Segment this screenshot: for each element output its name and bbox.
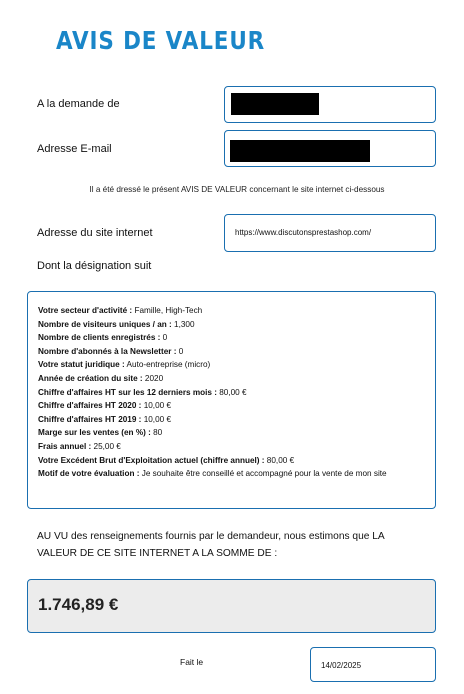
date-field[interactable] bbox=[310, 647, 436, 682]
detail-label: Motif de votre évaluation : bbox=[38, 469, 140, 479]
website-field[interactable] bbox=[224, 214, 436, 252]
date-value: 14/02/2025 bbox=[321, 661, 362, 670]
designation-label: Dont la désignation suit bbox=[37, 260, 152, 272]
valuation-box bbox=[27, 579, 436, 633]
detail-item bbox=[38, 372, 425, 386]
detail-label: Nombre d'abonnés à la Newsletter : bbox=[38, 346, 177, 356]
detail-label: Votre statut juridique : bbox=[38, 360, 125, 370]
details-box bbox=[27, 291, 436, 509]
detail-value: Auto-entreprise (micro) bbox=[124, 360, 211, 370]
detail-value: 1,300 bbox=[171, 319, 195, 329]
redacted-block bbox=[230, 140, 370, 162]
detail-item bbox=[38, 454, 425, 468]
email-field[interactable] bbox=[224, 130, 436, 167]
detail-item bbox=[38, 467, 425, 481]
page-title: AVIS DE VALEUR bbox=[56, 26, 266, 55]
redacted-block bbox=[231, 93, 319, 115]
detail-item bbox=[38, 426, 425, 440]
detail-value: Je souhaite être conseillé et accompagné pour la vente de mon site bbox=[139, 469, 387, 479]
detail-label: Frais annuel : bbox=[38, 441, 92, 451]
valuation-amount: 1.746,89 € bbox=[38, 595, 119, 614]
detail-item bbox=[38, 386, 425, 400]
detail-value: 0 bbox=[176, 346, 184, 356]
website-value: https://www.discutonsprestashop.com/ bbox=[235, 228, 372, 237]
notice-text: Il a été dressé le présent AVIS DE VALEUR concernant le site internet ci-dessous bbox=[89, 185, 385, 194]
detail-value: 80,00 € bbox=[264, 455, 295, 465]
detail-item bbox=[38, 358, 425, 372]
detail-label: Chiffre d'affaires HT 2019 : bbox=[38, 414, 142, 424]
detail-label: Chiffre d'affaires HT 2020 : bbox=[38, 401, 142, 411]
requester-field[interactable] bbox=[224, 86, 436, 123]
detail-item bbox=[38, 413, 425, 427]
detail-value: 80 bbox=[150, 428, 163, 438]
detail-label: Année de création du site : bbox=[38, 373, 143, 383]
detail-item bbox=[38, 345, 425, 359]
detail-label: Votre secteur d'activité : bbox=[38, 306, 133, 315]
detail-label: Nombre de clients enregistrés : bbox=[38, 333, 161, 343]
detail-item bbox=[38, 318, 425, 332]
details-list bbox=[28, 292, 435, 481]
detail-label: Chiffre d'affaires HT sur les 12 derniers mois : bbox=[38, 387, 217, 397]
date-label: Fait le bbox=[180, 657, 204, 667]
detail-value: 2020 bbox=[142, 373, 164, 383]
detail-value: Famille, High-Tech bbox=[132, 306, 203, 315]
detail-item bbox=[38, 331, 425, 345]
detail-item bbox=[38, 304, 425, 318]
detail-label: Nombre de visiteurs uniques / an : bbox=[38, 319, 172, 329]
website-label: Adresse du site internet bbox=[37, 227, 153, 239]
detail-value: 0 bbox=[160, 333, 168, 343]
detail-value: 25,00 € bbox=[91, 441, 121, 451]
email-label: Adresse E-mail bbox=[37, 143, 112, 155]
detail-label: Votre Excédent Brut d'Exploitation actuel (chiffre annuel) : bbox=[38, 455, 265, 465]
detail-label: Marge sur les ventes (en %) : bbox=[38, 428, 151, 438]
detail-item bbox=[38, 399, 425, 413]
request-label: A la demande de bbox=[37, 98, 120, 110]
detail-value: 10,00 € bbox=[141, 414, 172, 424]
detail-item bbox=[38, 440, 425, 454]
detail-value: 80,00 € bbox=[216, 387, 247, 397]
detail-value: 10,00 € bbox=[141, 401, 172, 411]
conclusion-text: AU VU des renseignements fournis par le demandeur, nous estimons que LA VALEUR DE CE SITE INTERNET A LA SOMME DE : bbox=[37, 531, 385, 559]
